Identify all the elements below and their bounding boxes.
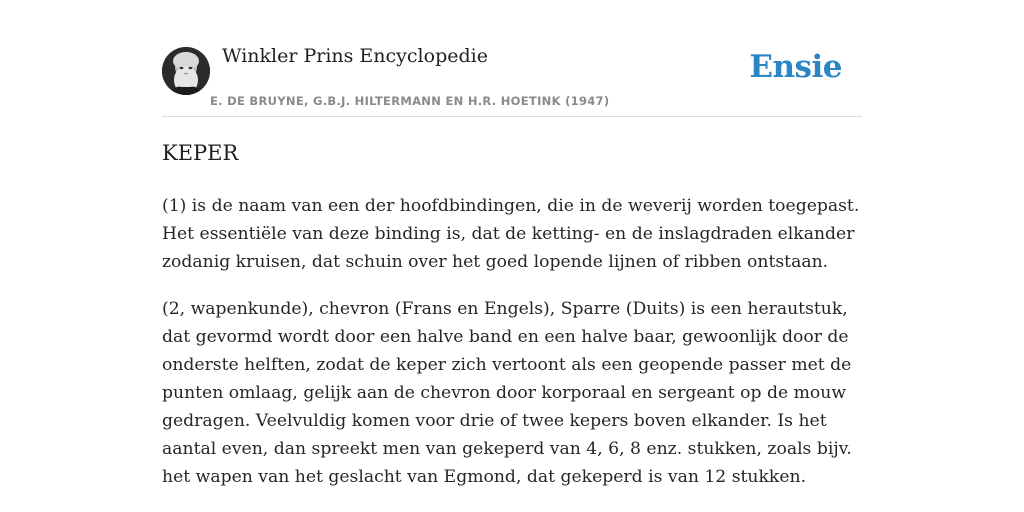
authors-line: E. DE BRUYNE, G.B.J. HILTERMANN EN H.R. HOETINK (1947) [210, 94, 610, 108]
entry-body [162, 192, 862, 510]
entry-paragraph: (1) is de naam van een der hoofdbindingen, die in de weverij worden toegepast. Het essentiële van deze binding is, dat de ketting- en de inslagdraden elkander zodanig kruisen, dat schuin over het goed lopende lijnen of ribben ontstaan. [162, 196, 860, 272]
bearded-man-portrait-icon[interactable] [162, 47, 210, 95]
page [162, 0, 862, 487]
brand-logo[interactable]: Ensie [749, 49, 842, 85]
entry-paragraph: (2, wapenkunde), chevron (Frans en Engels), Sparre (Duits) is een herautstuk, dat gevormd wordt door een halve band en een halve baar, gewoonlijk door de onderste helften, zodat de keper zich vertoont als een geopende passer met de punten omlaag, gelijk aan de chevron door korporaal en sergeant op de mouw gedragen. Veelvuldig komen voor drie of twee kepers boven elkander. Is het aantal even, dan spreekt men van gekeperd van 4, 6, 8 enz. stukken, zoals bijv. het wapen van het geslacht van Egmond, dat gekeperd is van 12 stukken. [162, 299, 852, 487]
entry-title: KEPER [162, 141, 239, 165]
site-title[interactable]: Winkler Prins Encyclopedie [222, 45, 488, 67]
header [162, 0, 862, 117]
